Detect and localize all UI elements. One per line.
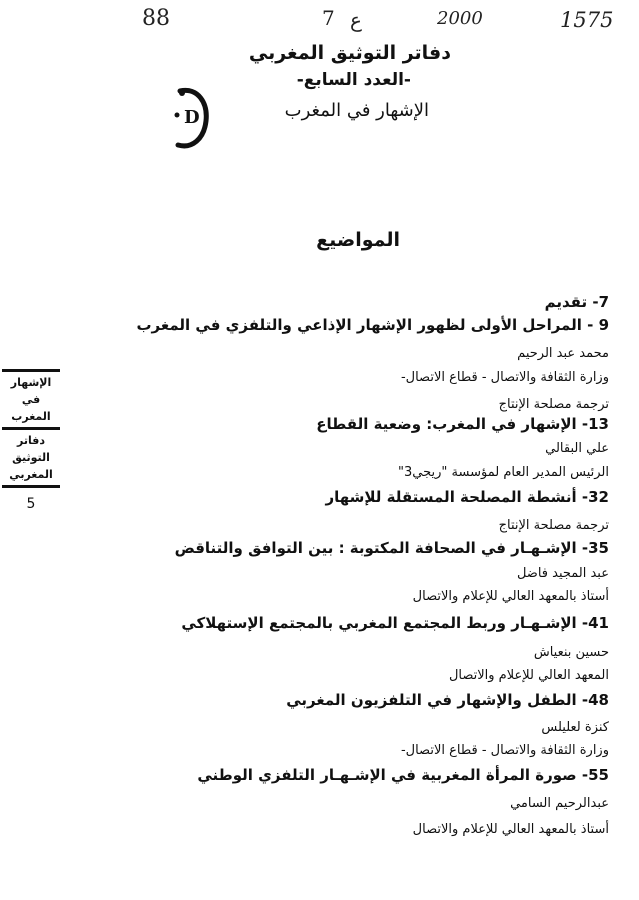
side-series-line3: المغربي	[9, 468, 53, 481]
side-top-rule	[2, 369, 60, 372]
handwritten-letter: ع	[350, 8, 362, 32]
toc-article-title: 35- الإشـهـار في الصحافة المكتوبة : بين التوافق والتناقض	[174, 539, 609, 557]
toc-article-title: 13- الإشهار في المغرب: وضعية القطاع	[316, 415, 609, 433]
toc-author-line: المعهد العالي للإعلام والاتصال	[448, 668, 609, 683]
toc-article-title: 41- الإشـهـار وربط المجتمع المغربي بالمجتمع الإستهلاكي	[181, 614, 609, 632]
toc-author-line: الرئيس المدير العام لمؤسسة "ريجي3"	[398, 465, 609, 480]
issue-label: -العدد السابع-	[296, 70, 411, 90]
side-subject-line1: الإشهار	[10, 376, 52, 389]
side-bottom-rule	[2, 485, 60, 488]
toc-article-title: 32- أنشطة المصلحة المستقلة للإشهار	[325, 488, 609, 506]
toc-author-line: وزارة الثقافة والاتصال - قطاع الاتصال-	[400, 743, 609, 758]
toc-author-line: عبد المجيد فاضل	[516, 566, 609, 581]
toc-article-title: 48- الطفل والإشهار في التلفزيون المغربي	[286, 691, 609, 709]
contents-heading: المواضيع	[316, 229, 400, 251]
toc-article-title: 55- صورة المرأة المغربية في الإشـهـار التلفزي الوطني	[197, 766, 609, 784]
toc-author-line: ترجمة مصلحة الإنتاج	[498, 397, 609, 412]
toc-author-line: أستاذ بالمعهد العالي للإعلام والاتصال	[412, 822, 609, 837]
toc-author-line: ترجمة مصلحة الإنتاج	[498, 518, 609, 533]
side-middle-rule	[2, 427, 60, 430]
toc-author-line: وزارة الثقافة والاتصال - قطاع الاتصال-	[400, 370, 609, 385]
handwritten-reference: 1575	[560, 8, 614, 32]
page-number: 5	[26, 496, 36, 512]
side-series-line2: التوثيق	[12, 451, 50, 464]
toc-author-line: علي البقالي	[545, 441, 609, 456]
toc-author-line: حسين بنعياش	[533, 645, 609, 660]
toc-author-line: أستاذ بالمعهد العالي للإعلام والاتصال	[412, 589, 609, 604]
series-title: دفاتر التوثيق المغربي	[248, 42, 451, 64]
side-series-line1: دفاتر	[17, 434, 45, 447]
toc-author-line: كنزة لعليلس	[541, 720, 609, 735]
toc-article-title: 9 - المراحل الأولى لظهور الإشهار الإذاعي والتلفزي في المغرب	[136, 316, 609, 334]
circled-d-stamp-icon	[172, 85, 210, 151]
toc-author-line: عبدالرحيم السامي	[510, 796, 609, 811]
subject-title: الإشهار في المغرب	[284, 100, 429, 121]
handwritten-page-mark: 88	[142, 6, 170, 31]
handwritten-number: 7	[322, 6, 335, 30]
stamp-letter: D	[184, 107, 200, 128]
side-label-box	[2, 367, 60, 512]
handwritten-year: 2000	[437, 8, 483, 29]
toc-author-line: محمد عبد الرحيم	[517, 346, 609, 361]
side-subject-line2: في المغرب	[11, 393, 51, 423]
toc-article-title: 7- تقديم	[544, 293, 609, 311]
